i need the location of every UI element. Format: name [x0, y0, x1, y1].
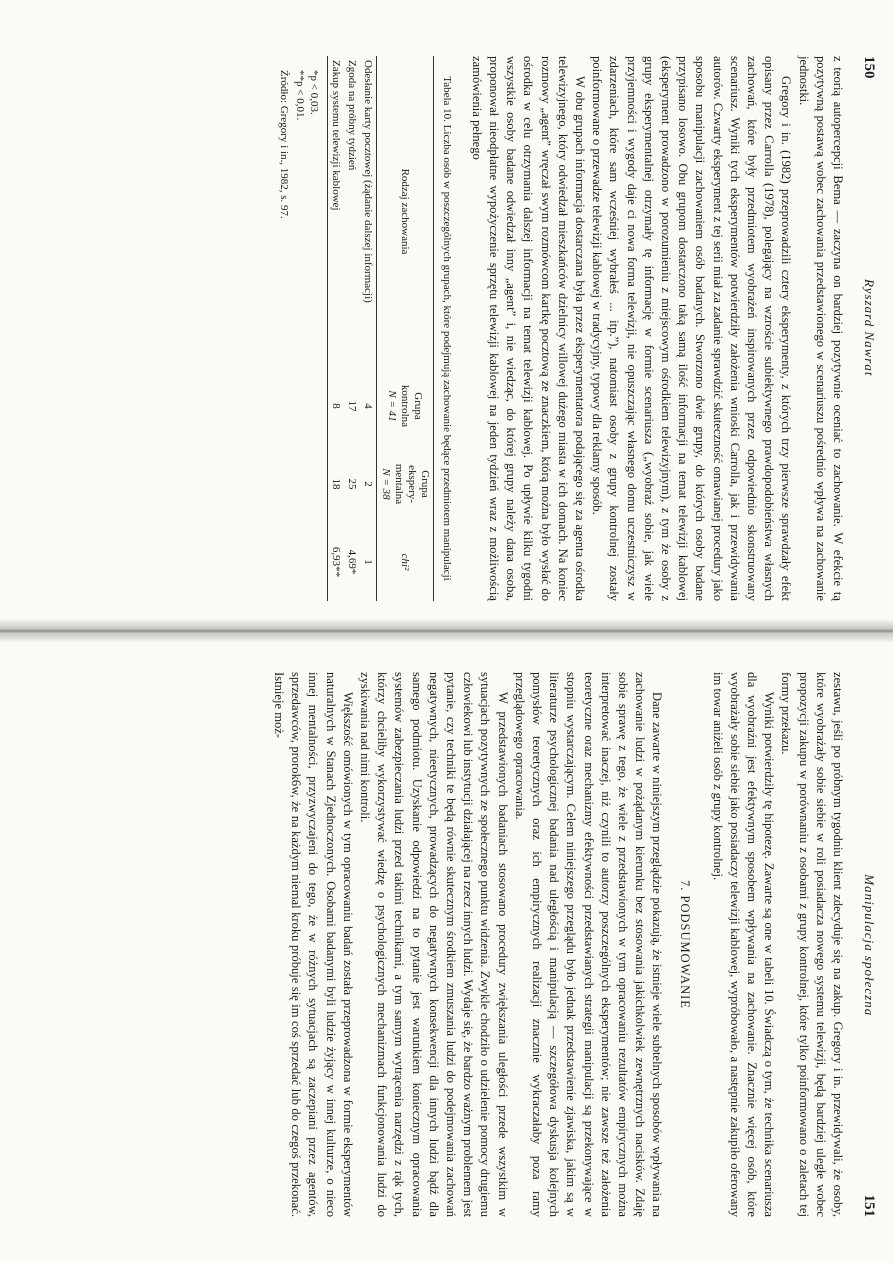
- running-head: Ryszard Nawrat: [862, 279, 877, 377]
- cell-control: 4: [361, 403, 374, 409]
- cell-control: 8: [329, 403, 342, 409]
- paragraph: W obu grupach informacja dostarczana była przez eksperymentatora podającego się za agenta ośrodka telewizyjnego, który odwiedzał mieszkańców dzielnicy willowej dużego miasta w ich domach. Na koniec rozmowy „agent” wręczał swym rozmówcom kartkę pocztową ze znaczkiem, którą można było wysłać do ośrodka w celu otrzymania dalszej informacji na temat telewizji kablowej. Po upływie kilku tygodni wszystkie osoby badane odwiedzał inny „agent” i, nie wiedząc, do której grupy należy dana osoba, proponował nieodpłatne wypożyczenie sprzętu telewizji kablowej na jeden tydzień wraz z możliwością zamówienia pełnego: [469, 56, 587, 601]
- column-header-behavior: Rodzaj zachowania: [399, 168, 412, 255]
- right-page-header: [860, 672, 877, 1217]
- cell-experimental: 25: [345, 478, 358, 490]
- cell-chi: 6,93**: [329, 546, 342, 578]
- column-header-line: ekspery-: [405, 465, 418, 503]
- page-number: 151: [861, 1194, 877, 1217]
- paragraph: Większość omówionych w tym opracowaniu badań została przeprowadzona w formie eksperymentów naturalnych w Stanach Zjednoczonych. Osobami badanymi byli ludzie żyjący w innej kulturze, o nieco innej mentalności, przyzwyczajeni do tego, że w różnych sytuacjach są zaczepiani przez agentów, sprzedawców, prorok6w, że na każdym niemal kroku próbuje się im coś sprzedać lub do czegoś przekonać. Istnieje moż-: [271, 672, 355, 1217]
- paragraph: W przedstawionych badaniach stosowano procedury zwiększania uległości przede wszystkim w sytuacjach pozytywnych ze społecznego punktu widzenia. Zwykle chodziło o udzielenie pomocy drugiemu człowiekowi lub instytucji działającej na rzecz innych ludzi. Wydaje się, że bardzo ważnym problemem jest pytanie, czy techniki te będą równie skutecznym środkiem zmuszania ludzi do podejmowania zachowań negatywnych, nieetycznych, prowadzących do negatywnych konsekwencji dla innych ludzi bądź dla samego podmiotu. Uzyskanie odpowiedzi na to pytanie jest warunkiem koniecznym opracowania systemów zabezpieczania ludzi przed takimi technikami, a tym samym wytrącenia narzędzi z rąk tych, którzy chcieliby wykorzystywać wiedzę o psychologicznych mechanizmach funkcjonowania ludzi do zyskiwania nad nimi kontroli.: [357, 672, 510, 1217]
- paragraph: Dane zawarte w niniejszym przeglądzie pokazują, że istnieje wiele subtelnych sposobów wpływania na zachowanie ludzi w pożądanym kierunku bez stosowania jakichkolwiek zewnętrznych nacisków. Zdaję sobie sprawę z tego, że wiele z przedstawionych w tym opracowaniu rezultatów empirycznych można interpretować inaczej, niż czynili to autorzy poszczególnych eksperymentów; nie zawsze też założenia teoretyczne oraz mechanizmy efektywności przedstawianych strategii manipulacji są przekonywające w stopniu wystarczającym. Celem niniejszego przeglądu było jednak przedstawienie zjawiska, jakim są w literaturze psychologicznej badania nad uległością i manipulacją — szczegółowa dyskusja kolejnych pomysłów teoretycznych oraz ich empirycznych realizacji znacznie wykraczałaby poza ramy przeglądowego opracowania.: [512, 672, 665, 1217]
- results-table: [327, 56, 434, 601]
- left-page-header: [860, 56, 877, 601]
- table-row: [360, 56, 377, 601]
- table-header-row: [376, 56, 433, 601]
- column-header-line: N = 41: [386, 390, 399, 422]
- row-label: Odesłanie karty pocztowej (żądanie dalszej informacji): [361, 60, 374, 303]
- page-number: 150: [861, 56, 877, 79]
- column-header-line: kontrolna: [399, 384, 412, 428]
- column-header-line: Grupa: [418, 470, 431, 498]
- cell-chi: 4,69*: [345, 549, 358, 575]
- column-header-line: N = 38: [379, 468, 392, 500]
- table-note: *p < 0,03.: [307, 70, 320, 115]
- column-header-control: [376, 367, 433, 445]
- table-notes: [277, 56, 321, 601]
- paragraph: Gregory i in. (1982) przeprowadzili cztery eksperymenty, z których trzy pierwsze sprawdzały efekt opisany przez Carrolla (1978), polegający na wzroście subiektywnego prawdopodobieństwa własnych zachowań, które były przedmiotem wyobrażeń inspirowanych przez odpowiednio skonstruowany scenariusz. Wyniki tych eksperymentów potwierdziły założenia wnioski Carrolla, jak i przewidywania autorów. Czwarty eksperyment z tej serii miał za zadanie sprawdzić skuteczność omawianej procedury jako sposobu manipulacji zachowaniem osób badanych. Stworzono dwie grupy, do których osoby badane przypisano losowo. Obu grupom dostarczono taką samą ilość informacji na temat telewizji kablowej (eksperyment prowadzono w porozumieniu z miejscowym ośrodkiem telewizyjnym), z tym że osoby z grupy eksperymentalnej otrzymały tę informację w formie scenariusza („wyobraź sobie, jak wiele przyjemności i wygody daje ci nowa forma telewizji, nie opuszczając własnego domu uczestniczysz w zdarzeniach, które sam wcześniej wybrałeś ... itp.”), natomiast osoby z grupy kontrolnej zostały poinformowane o przewadze telewizji kablowej w tradycyjny, typowy dla reklamy sposób.: [590, 56, 794, 601]
- column-header-line: Grupa: [412, 392, 425, 420]
- table-row: [344, 56, 360, 601]
- column-header-line: mentalna: [392, 463, 405, 505]
- cell-experimental: 18: [329, 478, 342, 490]
- paragraph: Wyniki potwierdziły tę hipotezę. Zawarte są one w tabeli 10. Świadczą o tym, że technika scenariusza dla wyobraźni jest efektywnym sposobem wpływania na zachowanie. Znacznie więcej osób, które wyobrażały sobie siebie jako posiadaczy telewizji kablowej, wypróbowało, a następnie zakupiło oferowany im towar aniżeli osób z grupy kontrolnej.: [710, 672, 777, 1217]
- table-caption: Tabela 10. Liczba osób w poszczególnych grupach, które podejmują zachowanie będące przedmiotem manipulacji: [440, 76, 453, 581]
- table-note: **p < 0,01.: [293, 70, 306, 121]
- cell-control: 17: [345, 400, 358, 412]
- row-label: Zakup systemu telewizji kablowej: [329, 60, 342, 211]
- table-row: [327, 56, 344, 601]
- paragraph: zestawu, jeśli po próbnym tygodniu klient zdecyduje się na zakup. Gregory i in. przewidywali, że osoby, które wyobrażały sobie siebie w roli posiadacza nowego systemu telewizji, będą bardziej uległe wobec propozycji zakupu w porównaniu z osobami z grupy kontrolnej, które tylko poinformowano o zaletach tej formy przekazu.: [779, 672, 845, 1217]
- cell-chi: 1: [361, 559, 374, 565]
- row-label: Zgoda na próbny tydzień: [345, 60, 358, 171]
- cell-experimental: 2: [361, 481, 374, 487]
- column-header-chi: chi²: [399, 553, 412, 571]
- paragraph: z teorią autopercepcji Bema — zaczyna on bardziej pozytywnie oceniać to zachowanie. W efekcie tą pozytywną postawą wobec zachowania przedstawionego w scenariuszu pośrednio wpływa na zachowanie jednostki.: [796, 56, 845, 601]
- column-header-experimental: [376, 445, 433, 523]
- left-page: [0, 0, 893, 631]
- running-head: Manipulacja społeczna: [862, 874, 877, 1017]
- section-heading: 7. PODSUMOWANIE: [678, 880, 693, 1009]
- table-source: Źródło: Gregory i in., 1982, s. 97.: [277, 70, 290, 219]
- right-page: [0, 632, 893, 1263]
